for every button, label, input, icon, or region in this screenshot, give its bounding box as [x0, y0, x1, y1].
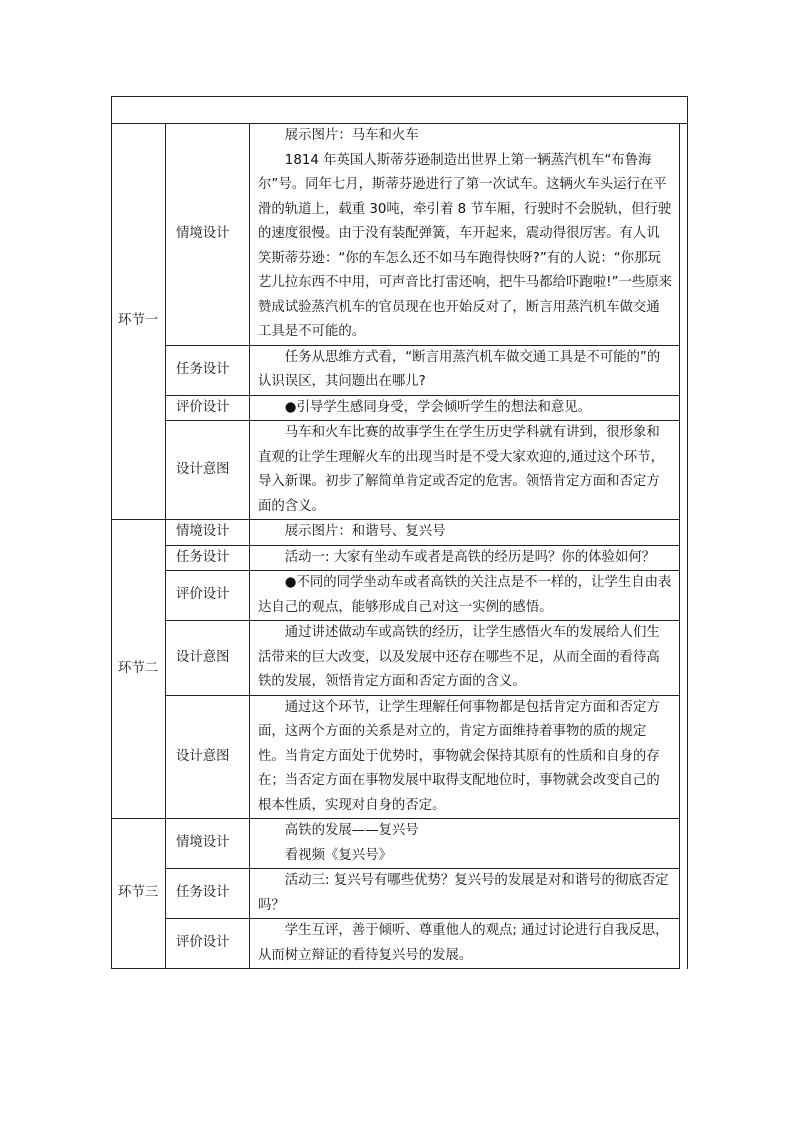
- content-cell: [250, 869, 680, 919]
- category-cell: 情境设计: [166, 520, 250, 546]
- content-cell: [250, 819, 680, 869]
- right-margin-cell: [680, 345, 688, 395]
- right-margin-cell: [680, 520, 688, 546]
- right-margin-cell: [680, 421, 688, 520]
- table-row: [112, 695, 688, 819]
- content-paragraph: 展示图片：和谐号、复兴号: [284, 524, 446, 539]
- stage-label: 环节三: [112, 819, 166, 969]
- table-row: [112, 395, 688, 421]
- category-cell: 设计意图: [166, 421, 250, 520]
- content-paragraph: 1814 年英国人斯蒂芬逊制造出世界上第一辆蒸汽机车“布鲁海尔”号。同年七月，斯蒂芬逊进行了第一次试车。这辆火车头运行在平滑的轨道上，载重 30吨，牵引着 8 节车厢，行驶时不会脱轨，但行驶的速度很慢。由于没有装配弹簧，车开起来，震动得很厉害。有人讥笑斯蒂芬逊：“你的车怎么还不如马车跑得快呀?”有的人说：“你那玩艺儿拉东西不中用，可声音比打雷还响，把牛马都给吓跑啦!”一些原来赞成试验蒸汽机车的官员现在也开始反对了，断言用蒸汽机车做交通工具是不可能的。: [258, 152, 673, 339]
- content-cell: [250, 421, 680, 520]
- right-margin-cell: [680, 545, 688, 571]
- content-paragraph: ●不同的同学坐动车或者高铁的关注点是不一样的，让学生自由表达自己的观点，能够形成自己对这一实例的感悟。: [258, 575, 672, 615]
- table-row: [112, 124, 688, 346]
- category-cell: 情境设计: [166, 124, 250, 346]
- table-row: [112, 819, 688, 869]
- blank-header-cell: [112, 97, 688, 124]
- table-row: [112, 345, 688, 395]
- content-cell: [250, 395, 680, 421]
- category-cell: 设计意图: [166, 621, 250, 696]
- table-row: [112, 520, 688, 546]
- right-margin-cell: [680, 571, 688, 621]
- table-row: [112, 869, 688, 919]
- header-blank-row: [112, 97, 688, 124]
- lesson-design-table: [111, 96, 688, 969]
- content-paragraph: 看视频《复兴号》: [284, 847, 392, 863]
- content-cell: [250, 520, 680, 546]
- category-cell: 情境设计: [166, 819, 250, 869]
- content-cell: [250, 919, 680, 969]
- right-margin-cell: [680, 621, 688, 696]
- content-cell: [250, 124, 680, 346]
- content-paragraph: 任务从思维方式看，“断言用蒸汽机车做交通工具是不可能的”的认识误区，其问题出在哪儿?: [258, 349, 661, 389]
- content-paragraph: 学生互评，善于倾听、尊重他人的观点; 通过讨论进行自我反思，从而树立辩证的看待复兴号的发展。: [258, 923, 669, 963]
- right-margin-cell: [680, 869, 688, 919]
- table-row: [112, 571, 688, 621]
- category-cell: 任务设计: [166, 545, 250, 571]
- stage-label: 环节二: [112, 520, 166, 819]
- right-margin-cell: [680, 395, 688, 421]
- content-paragraph: 活动一: 大家有坐动车或者是高铁的经历是吗？你的体验如何？: [284, 549, 656, 565]
- category-cell: 评价设计: [166, 919, 250, 969]
- right-margin-cell: [680, 919, 688, 969]
- category-cell: 任务设计: [166, 345, 250, 395]
- content-cell: [250, 545, 680, 571]
- right-margin-cell: [680, 124, 688, 346]
- right-margin-cell: [680, 695, 688, 819]
- content-paragraph: 马车和火车比赛的故事学生在学生历史学科就有讲到，很形象和直观的让学生理解火车的出现当时是不受大家欢迎的,通过这个环节，导入新课。初步了解简单肯定或否定的危害。领悟肯定方面和否定方面的含义。: [258, 425, 664, 514]
- content-paragraph: 高铁的发展——复兴号: [284, 823, 419, 838]
- content-paragraph: 活动三: 复兴号有哪些优势？复兴号的发展是对和谐号的彻底否定吗？: [258, 873, 669, 913]
- content-paragraph: ●引导学生感同身受，学会倾听学生的想法和意见。: [284, 399, 592, 415]
- table-row: [112, 919, 688, 969]
- category-cell: 任务设计: [166, 869, 250, 919]
- right-margin-cell: [680, 819, 688, 869]
- table-row: [112, 621, 688, 696]
- content-cell: [250, 621, 680, 696]
- table-row: [112, 421, 688, 520]
- content-paragraph: 通过讲述做动车或高铁的经历，让学生感悟火车的发展给人们生活带来的巨大改变，以及发展中还存在哪些不足，从而全面的看待高铁的发展，领悟肯定方面和否定方面的含义。: [258, 625, 660, 689]
- table-body: [112, 97, 688, 969]
- category-cell: 评价设计: [166, 395, 250, 421]
- stage-label: 环节一: [112, 124, 166, 520]
- category-cell: 评价设计: [166, 571, 250, 621]
- content-paragraph: 通过这个环节，让学生理解任何事物都是包括肯定方面和否定方面，这两个方面的关系是对立的，肯定方面维持着事物的质的规定性。当肯定方面处于优势时，事物就会保持其原有的性质和自身的存在；当否定方面在事物发展中取得支配地位时，事物就会改变自己的根本性质，实现对自身的否定。: [258, 699, 660, 813]
- content-cell: [250, 695, 680, 819]
- table-row: [112, 545, 688, 571]
- content-cell: [250, 345, 680, 395]
- content-paragraph: 展示图片：马车和火车: [284, 128, 419, 143]
- category-cell: 设计意图: [166, 695, 250, 819]
- content-cell: [250, 571, 680, 621]
